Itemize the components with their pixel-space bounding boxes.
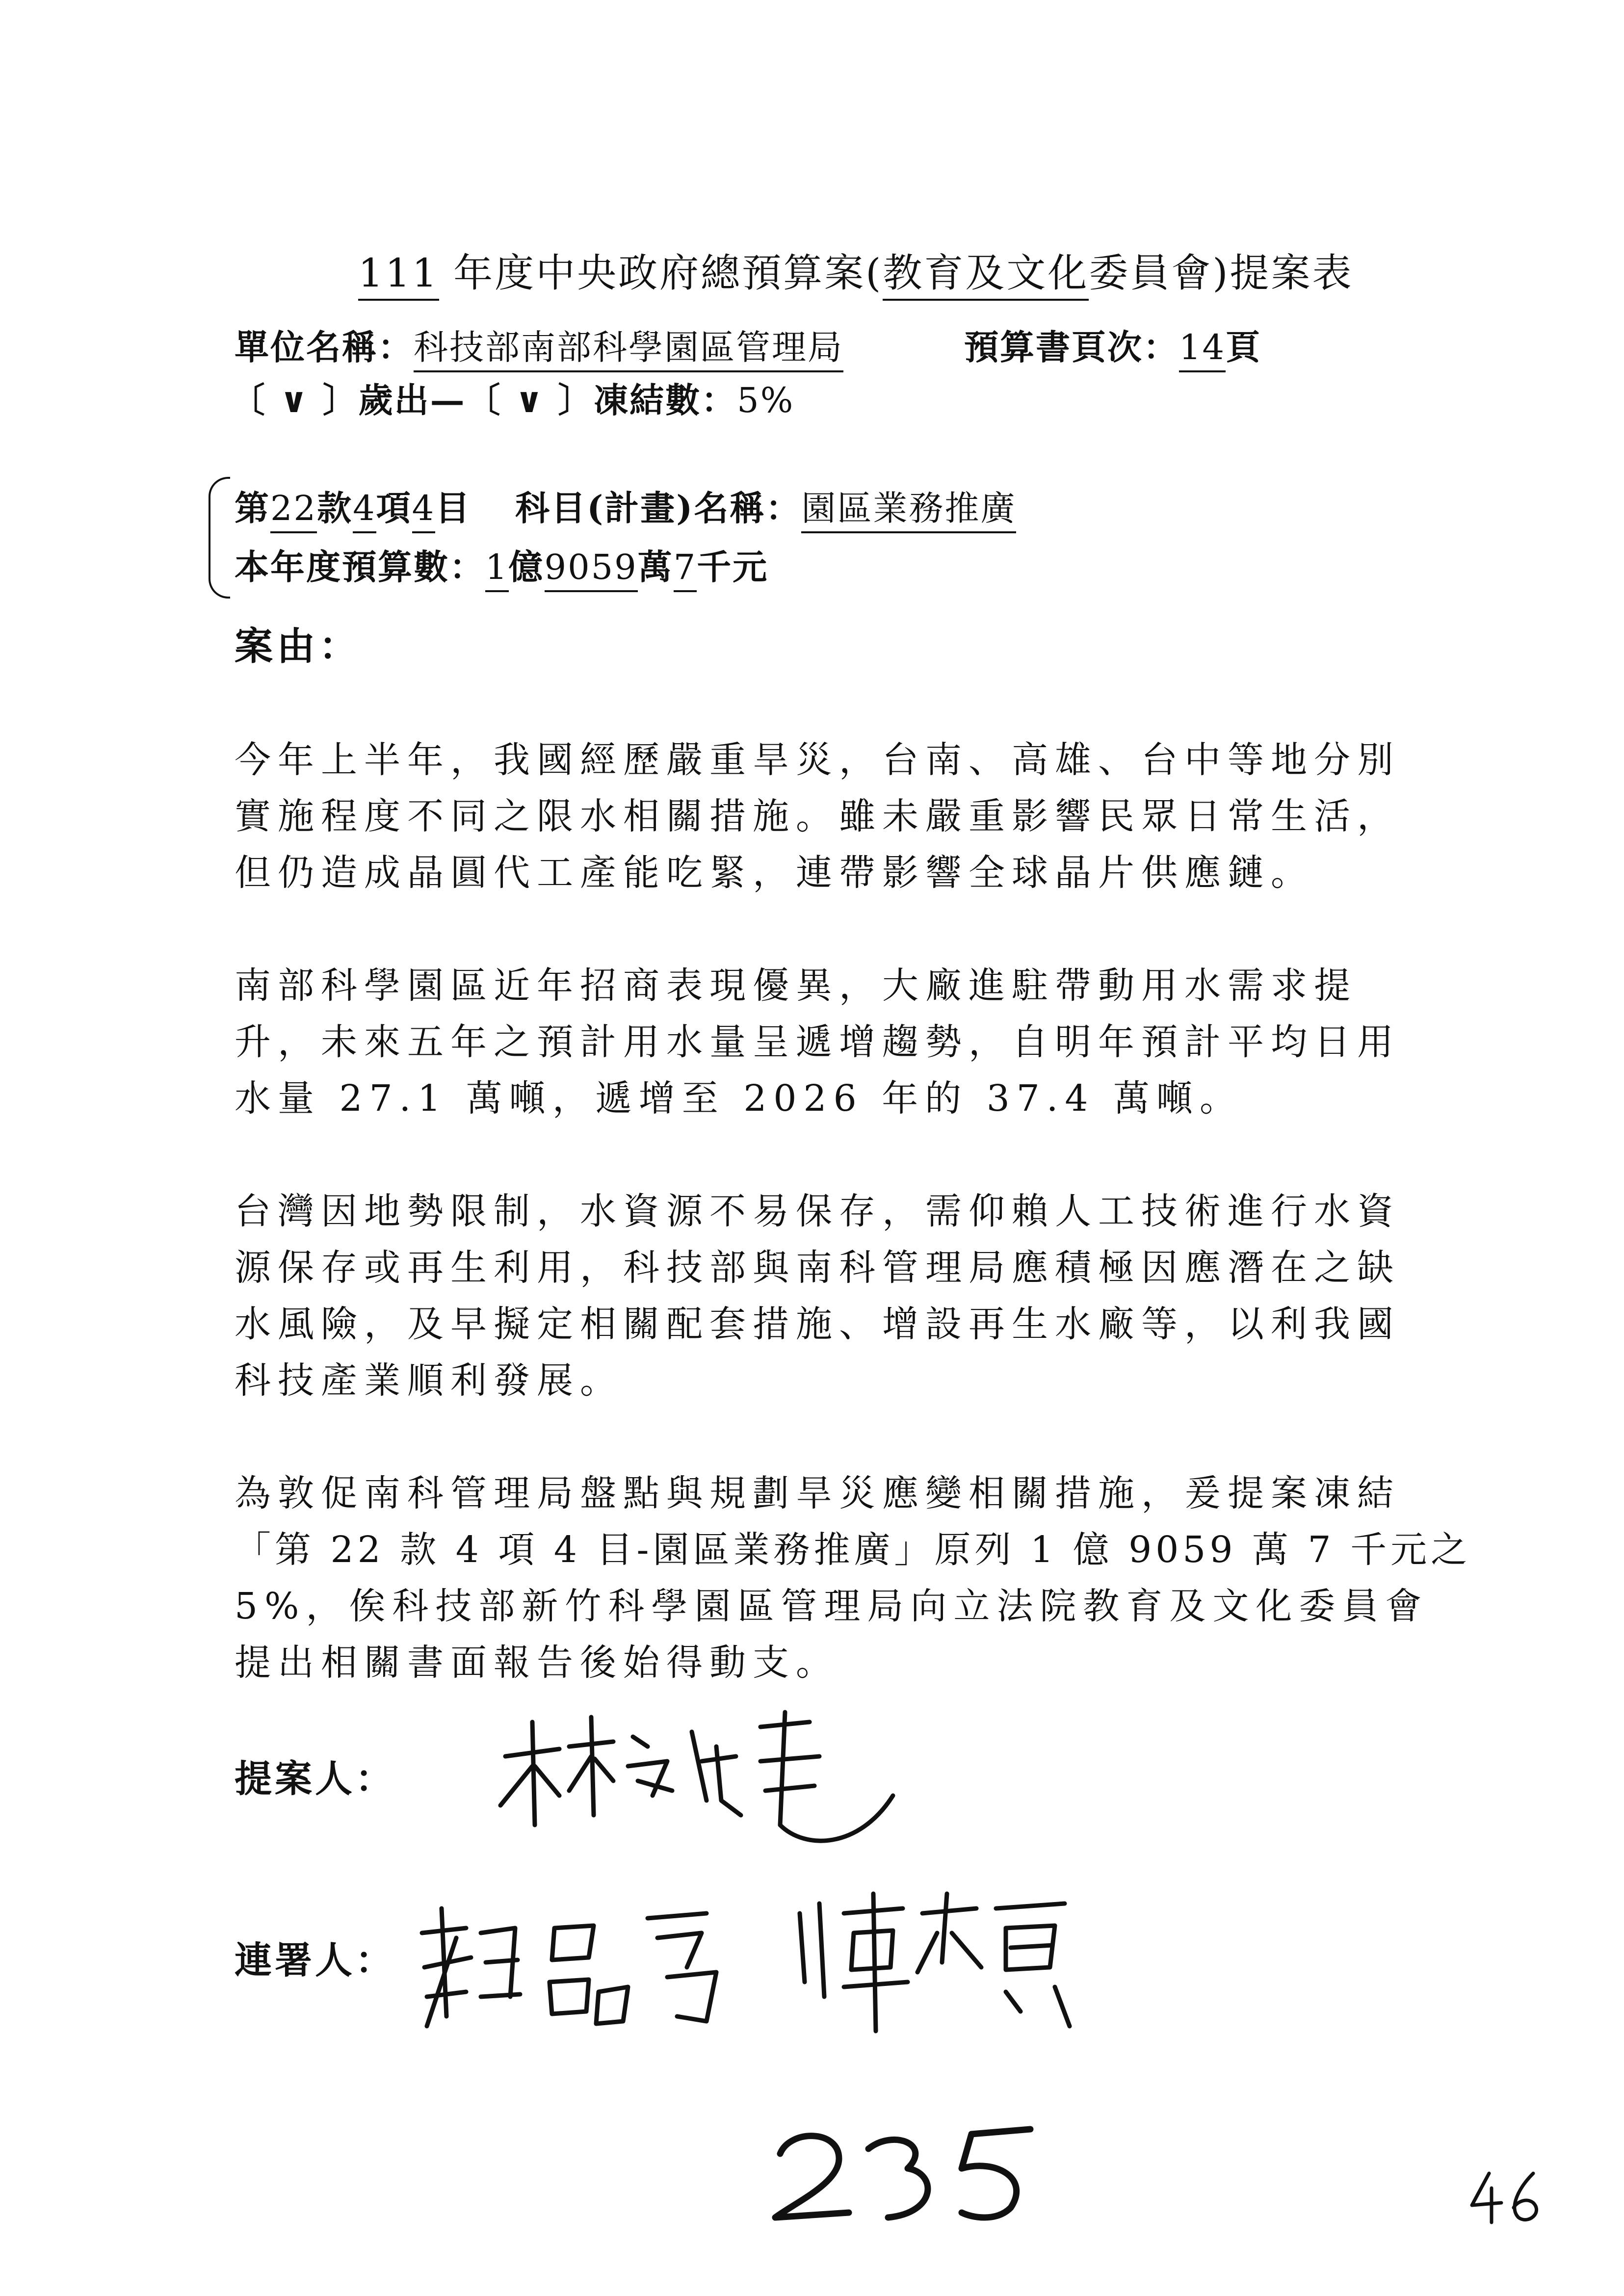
cosigner-signature-2 [790,1884,1084,2041]
paragraph-line: 「第 22 款 4 項 4 目-園區業務推廣」原列 1 億 9059 萬 7 千元之 [235,1529,1471,1571]
title-committee: 教育及文化 [883,250,1089,301]
paragraph-line: 5%，俟科技部新竹科學園區管理局向立法院教育及文化委員會 [235,1585,1429,1627]
title-pre: 年度中央政府總預算案( [439,250,883,296]
item-xiang: 4 [353,488,376,533]
title-year: 111 [358,250,439,301]
subject-value: 園區業務推廣 [801,488,1016,533]
title-post: 委員會)提案表 [1089,250,1354,296]
item-mu-label: 目 [435,488,471,528]
budget-page-value: 14 [1179,327,1226,372]
item-bracket [209,477,230,599]
budget-yi: 1 [485,547,509,592]
cosigner-signature-1 [412,1899,736,2046]
paragraph-line: 實施程度不同之限水相關措施。雖未嚴重影響民眾日常生活， [235,795,1400,837]
paragraph-line: 但仍造成晶圓代工產能吃緊，連帶影響全球晶片供應鏈。 [235,852,1314,894]
unit-line [235,320,843,369]
paragraph-line: 升，未來五年之預計用水量呈遞增趨勢，自明年預計平均日用 [235,1021,1400,1063]
subject-label: 科目(計畫)名稱： [515,488,802,528]
reason-label: 案由： [235,624,362,669]
cosigner-label: 連署人： [235,1938,395,1982]
budget-qian-label: 千元 [697,547,769,587]
paragraph-line: 台灣因地勢限制，水資源不易保存，需仰賴人工技術進行水資 [235,1190,1400,1232]
freeze-text: 〔 ∨ 〕歲出—〔 ∨ 〕凍結數： [231,380,737,420]
budget-label: 本年度預算數： [235,547,485,587]
item-kuan: 22 [270,488,317,533]
proposer-label: 提案人： [235,1757,395,1800]
budget-wan: 9059 [545,547,638,592]
proposer-signature [486,1702,908,1859]
item-line [235,481,1016,530]
budget-page-unit: 頁 [1226,327,1262,367]
item-prefix: 第 [235,488,270,528]
freeze-line [231,373,794,422]
document-title [358,241,1354,298]
paragraph-line: 水風險，及早擬定相關配套措施、增設再生水廠等，以利我國 [235,1303,1400,1345]
unit-value: 科技部南部科學園區管理局 [414,327,843,372]
paragraph-line: 為敦促南科管理局盤點與規劃旱災應變相關措施，爰提案凍結 [235,1472,1400,1514]
paragraph-line: 提出相關書面報告後始得動支。 [235,1642,839,1684]
unit-label: 單位名稱： [235,327,414,367]
paragraph-line: 南部科學園區近年招商表現優異，大廠進駐帶動用水需求提 [235,965,1357,1007]
budget-page-line [964,320,1261,369]
budget-qian: 7 [674,547,697,592]
item-kuan-label: 款 [317,488,353,528]
item-xiang-label: 項 [376,488,412,528]
handwritten-number [765,2110,1040,2237]
paragraph-line: 源保存或再生利用，科技部與南科管理局應積極因應潛在之缺 [235,1247,1400,1289]
budget-wan-label: 萬 [637,547,674,587]
paragraph-line: 科技產業順利發展。 [235,1359,623,1402]
budget-page-label: 預算書頁次： [964,327,1179,367]
freeze-value: 5% [737,380,795,420]
budget-yi-label: 億 [508,547,545,587]
paragraph-line: 水量 27.1 萬噸，遞增至 2026 年的 37.4 萬噸。 [235,1077,1243,1120]
page-number [1465,2168,1553,2227]
budget-line [235,540,768,589]
item-mu: 4 [412,488,436,533]
paragraph-line: 今年上半年，我國經歷嚴重旱災，台南、高雄、台中等地分別 [235,739,1400,781]
